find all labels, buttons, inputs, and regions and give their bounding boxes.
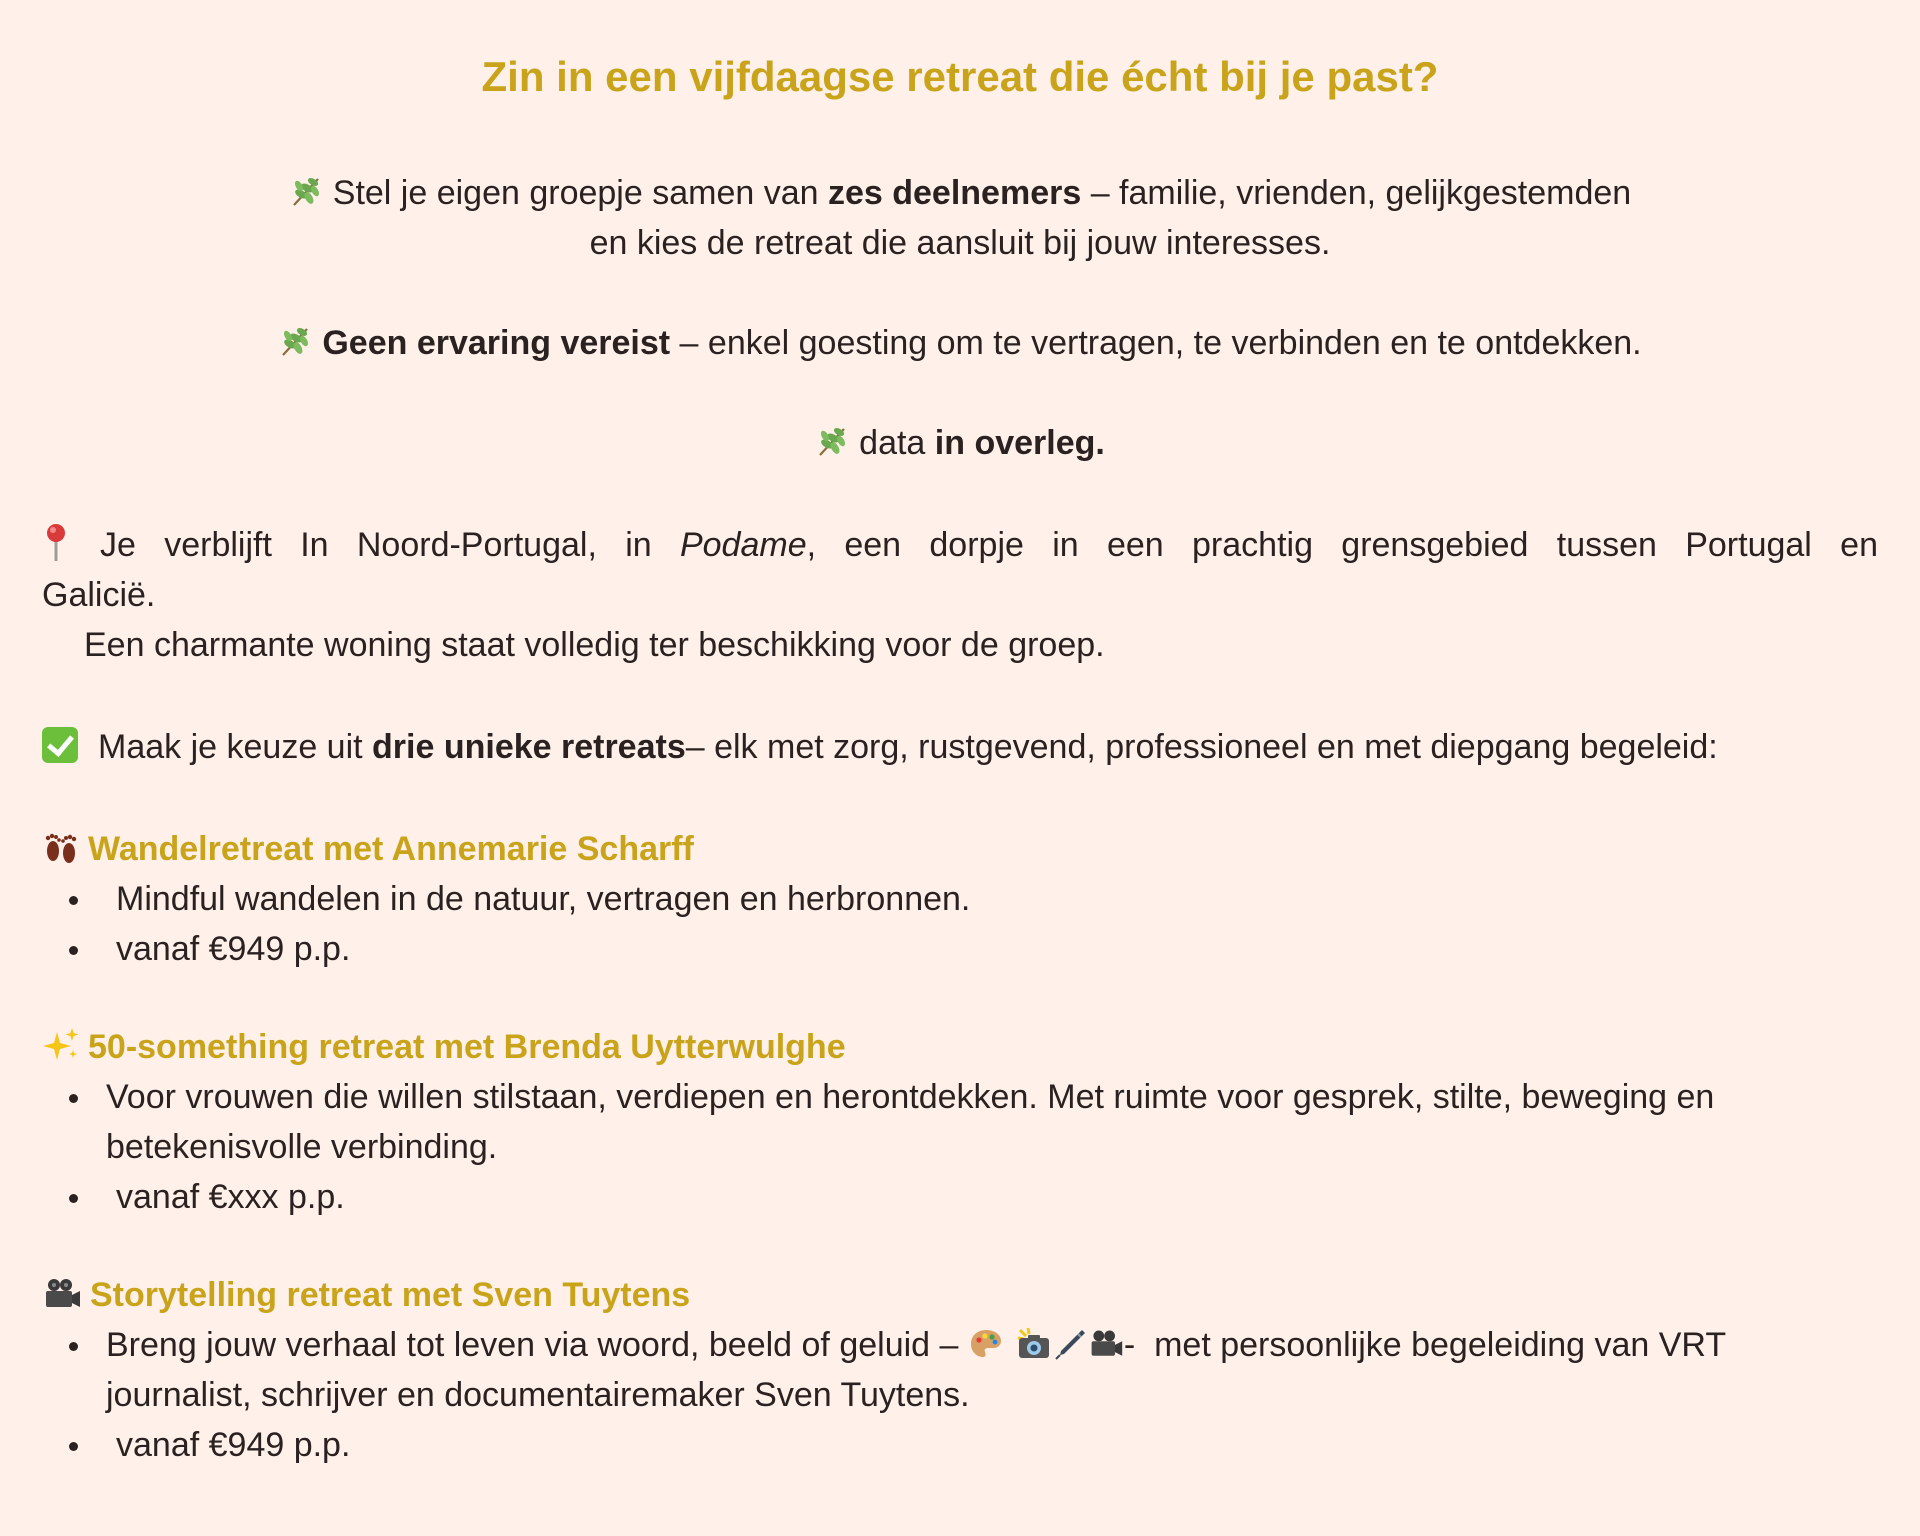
price-item: vanaf €949 p.p. [106, 924, 1878, 974]
dates-text: data [859, 424, 935, 462]
footprints-icon [42, 829, 80, 867]
price-item: vanaf €xxx p.p. [106, 1172, 1878, 1222]
page-content [42, 0, 1878, 1470]
location-text: Je verblijft In Noord-Portugal, in [100, 526, 680, 564]
list-item-line1: Voor vrouwen die willen stilstaan, verdiepen en herontdekken. Met ruimte voor gesprek, stilte, beweging en [106, 1078, 1715, 1116]
herb-icon [289, 174, 323, 208]
choice-text-post: – elk met zorg, rustgevend, professioneel en met diepgang begeleid: [685, 728, 1718, 766]
retreat-title-text: Wandelretreat met Annemarie Scharff [88, 830, 694, 868]
sparkles-icon [42, 1026, 80, 1064]
dates-bold: in overleg. [934, 424, 1105, 462]
location-italic: Podame [679, 526, 807, 564]
location-line1 [42, 520, 1878, 570]
experience-note [42, 318, 1878, 368]
choice-text: Maak je keuze uit [98, 728, 373, 766]
list-item-text-post: met persoonlijke begeleiding van VRT [1135, 1326, 1727, 1364]
pen-icon [1052, 1326, 1088, 1362]
movie-camera-icon [1088, 1326, 1124, 1362]
intro-bold: zes deelnemers [827, 174, 1082, 212]
retreat-title-50something [42, 1022, 1878, 1072]
intro-text: Stel je eigen groepje samen van [332, 174, 828, 212]
retreat-title-storytelling [42, 1270, 1878, 1320]
list-item-line2: journalist, schrijver en documentairemaker Sven Tuytens. [106, 1376, 970, 1414]
herb-icon [815, 424, 849, 458]
page-title: Zin in een vijfdaagse retreat die écht bij je past? [481, 53, 1439, 100]
retreat-title-text: Storytelling retreat met Sven Tuytens [90, 1276, 691, 1314]
palette-icon [968, 1326, 1004, 1362]
location-text-post: , een dorpje in een prachtig grensgebied tussen Portugal en [806, 526, 1878, 564]
retreat-title-walking [42, 824, 1878, 874]
experience-bold: Geen ervaring vereist [322, 324, 671, 362]
list-item: Mindful wandelen in de natuur, vertragen en herbronnen. [106, 874, 1878, 924]
intro-text-line2: en kies de retreat die aansluit bij jouw interesses. [589, 224, 1331, 262]
list-item-line2: betekenisvolle verbinding. [106, 1128, 498, 1166]
list-item [106, 1072, 1878, 1172]
price-item: vanaf €949 p.p. [106, 1420, 1878, 1470]
list-item [106, 1320, 1878, 1420]
intro-text-post: – familie, vrienden, gelijkgestemden [1081, 174, 1632, 212]
check-mark-icon [42, 727, 78, 763]
experience-text: – enkel goesting om te vertragen, te verbinden en te ontdekken. [670, 324, 1642, 362]
retreat-list-walking [42, 874, 1878, 974]
list-item-text: Breng jouw verhaal tot leven via woord, beeld of geluid – [106, 1326, 968, 1364]
choice-bold: drie unieke retreats [372, 728, 686, 766]
movie-camera-icon [42, 1276, 82, 1312]
dates-note [42, 418, 1878, 468]
location-line2: Galicië. [42, 576, 156, 614]
pin-icon [42, 522, 70, 562]
list-item-dash: - [1123, 1326, 1136, 1364]
camera-flash-icon [1016, 1326, 1052, 1362]
retreat-list-50something [42, 1072, 1878, 1222]
location-line3: Een charmante woning staat volledig ter beschikking voor de groep. [84, 626, 1105, 664]
location-paragraph [42, 520, 1878, 670]
retreat-title-text: 50-something retreat met Brenda Uytterwulghe [88, 1028, 846, 1066]
intro-group [42, 168, 1878, 268]
herb-icon [278, 324, 312, 358]
retreat-list-storytelling [42, 1320, 1878, 1470]
choice-line [42, 722, 1878, 772]
